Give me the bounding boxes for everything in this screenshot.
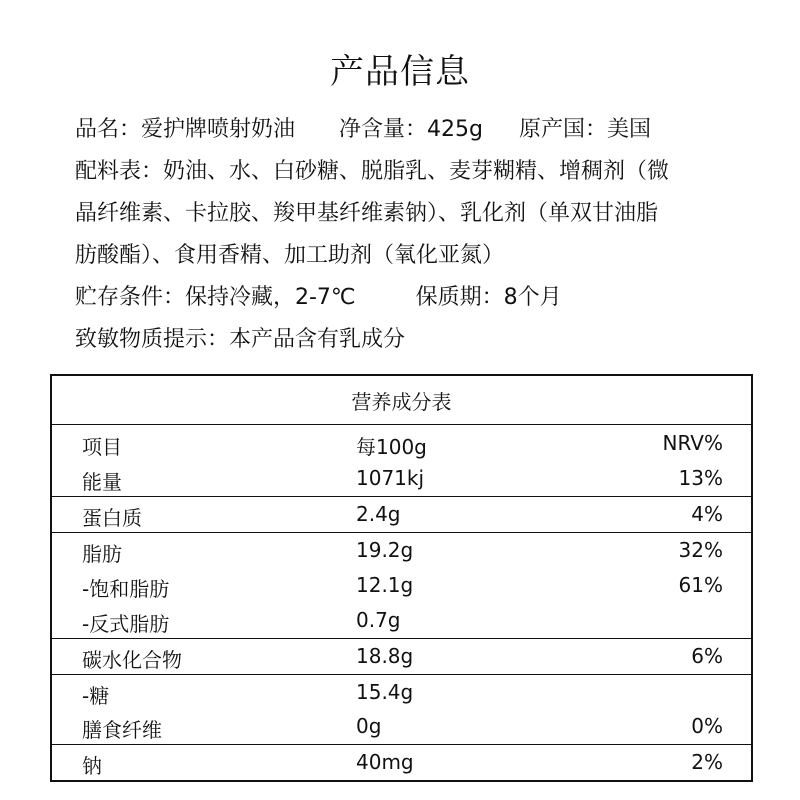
- net-content: 净含量：425g: [339, 117, 483, 142]
- nutrient-amount: 40mg: [356, 750, 414, 774]
- nutrient-nrv: 0%: [691, 714, 723, 738]
- nutrient-amount: 2.4g: [356, 502, 401, 526]
- nutrient-amount: 15.4g: [356, 680, 414, 704]
- nutrient-nrv: 13%: [678, 466, 723, 490]
- nutrient-amount: 1071kj: [356, 466, 425, 490]
- nutrient-amount: 0g: [356, 714, 382, 738]
- nutrient-name: -糖: [82, 684, 110, 708]
- ingredients-line-3: 肪酸酯）、食用香精、加工助剂（氧化亚氮）: [75, 243, 505, 268]
- storage-conditions: 贮存条件：保持冷藏，2-7℃: [75, 285, 356, 310]
- nutrient-name: -饱和脂肪: [82, 577, 170, 601]
- product-basic-info: [75, 112, 651, 143]
- header-item: 项目: [82, 435, 122, 459]
- product-name: 品名：爱护牌喷射奶油: [75, 117, 296, 142]
- ingredients-line-1: 配料表：奶油、水、白砂糖、脱脂乳、麦芽糊精、增稠剂（微: [75, 159, 670, 184]
- allergen-notice: 致敏物质提示：本产品含有乳成分: [75, 327, 406, 352]
- nutrient-nrv: 6%: [691, 644, 723, 668]
- nutrient-amount: 19.2g: [356, 538, 414, 562]
- nutrient-name: 钠: [82, 754, 102, 778]
- header-nrv: NRV%: [662, 431, 723, 455]
- storage-info: [75, 280, 562, 311]
- nutrient-amount: 12.1g: [356, 573, 414, 597]
- nutrient-name: 膳食纤维: [82, 718, 162, 742]
- table-row: [52, 461, 751, 497]
- table-row: [52, 497, 751, 533]
- page-title: 产品信息: [330, 52, 470, 92]
- table-row: [52, 675, 751, 710]
- table-row: [52, 709, 751, 745]
- ingredients-line-2: 晶纤维素、卡拉胶、羧甲基纤维素钠）、乳化剂（单双甘油脂: [75, 201, 659, 226]
- table-header-row: [52, 426, 751, 461]
- nutrient-name: 能量: [82, 470, 122, 494]
- table-row: [52, 639, 751, 675]
- header-per-100g: 每100g: [356, 435, 427, 459]
- shelf-life: 保质期：8个月: [415, 285, 562, 310]
- table-row: [52, 533, 751, 568]
- nutrient-name: 脂肪: [82, 542, 122, 566]
- nutrient-nrv: 61%: [678, 573, 723, 597]
- nutrient-amount: 0.7g: [356, 608, 401, 632]
- nutrient-nrv: 32%: [678, 538, 723, 562]
- nutrition-table-title: 营养成分表: [52, 376, 751, 425]
- nutrient-amount: 18.8g: [356, 644, 414, 668]
- origin-country: 原产国：美国: [518, 117, 651, 142]
- nutrition-table: [50, 374, 753, 782]
- nutrient-name: 蛋白质: [82, 506, 142, 530]
- nutrient-nrv: 2%: [691, 750, 723, 774]
- nutrient-nrv: 4%: [691, 502, 723, 526]
- table-row: [52, 568, 751, 603]
- nutrient-name: -反式脂肪: [82, 612, 170, 636]
- table-row: [52, 603, 751, 639]
- nutrient-name: 碳水化合物: [82, 648, 182, 672]
- table-row: [52, 745, 751, 780]
